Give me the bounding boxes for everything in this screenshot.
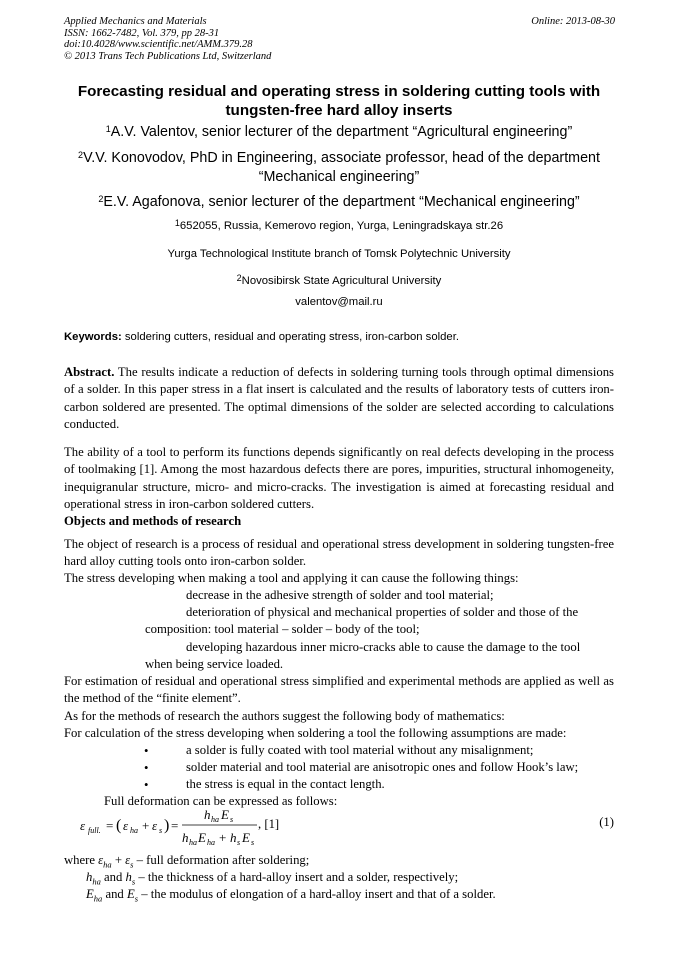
- svg-text:ha: ha: [130, 826, 138, 835]
- intro-paragraph: The ability of a tool to perform its functions depends significantly on real defects developing in the process of toolmaking [1]. Among the most hazardous defects there are pores, impurities, structural inhomogeneity, inequigranular structure, micro- and micro-cracks. The investigation is aimed at forecasting residual and operational stress in iron-carbon soldered cutters.: [64, 445, 614, 511]
- body-paragraph-2: The stress developing when making a tool and applying it can cause the following things:: [64, 571, 519, 585]
- svg-text:s: s: [159, 826, 163, 835]
- list-item-3a: developing hazardous inner micro-cracks able to cause the damage to the tool: [186, 640, 581, 654]
- list-item-2b: composition: tool material – solder – body of the tool;: [145, 622, 420, 636]
- svg-text:h: h: [204, 807, 211, 822]
- equation-1: [80, 803, 620, 849]
- where-2-text: – the thickness of a hard-alloy insert and a solder, respectively;: [138, 870, 459, 884]
- equation-1-formula: [80, 803, 620, 849]
- svg-text:h: h: [230, 830, 237, 845]
- keywords: [64, 331, 459, 343]
- author-2-sup: 2: [78, 150, 84, 160]
- body-paragraph-3: For estimation of residual and operational stress simplified and experimental methods are applied as well as the method of the “finite element”.: [64, 674, 614, 706]
- svg-text:=: =: [106, 818, 114, 833]
- body-paragraph-6: Full deformation can be expressed as follows:: [104, 794, 338, 808]
- svg-text:E: E: [242, 830, 250, 845]
- list-item-1: decrease in the adhesive strength of solder and tool material;: [186, 588, 494, 602]
- where-3-text: – the modulus of elongation of a hard-alloy insert and that of a solder.: [141, 887, 496, 901]
- svg-text:ha: ha: [211, 815, 219, 824]
- author-1: [62, 123, 616, 142]
- affiliation-2: [62, 274, 616, 288]
- bullet-dot: •: [144, 744, 149, 758]
- abstract: [64, 364, 614, 433]
- affiliation-2-sup: 2: [236, 273, 242, 283]
- journal-name: Applied Mechanics and Materials: [64, 16, 207, 27]
- paper-title: Forecasting residual and operating stress in soldering cutting tools with tungsten-free hard alloy inserts: [77, 83, 601, 119]
- contact-email: valentov@mail.ru: [295, 296, 383, 308]
- list-item-3b: when being service loaded.: [145, 657, 284, 671]
- body-paragraph-5: For calculation of the stress developing when soldering a tool the following assumptions are made:: [64, 726, 567, 740]
- svg-text:s: s: [237, 838, 241, 847]
- author-3-sup: 2: [98, 194, 104, 204]
- where-line-3: [86, 886, 496, 908]
- author-1-sup: 1: [105, 124, 111, 134]
- online-date: Online: 2013-08-30: [531, 16, 615, 27]
- author-2: [62, 149, 616, 187]
- section-heading: Objects and methods of research: [64, 514, 242, 528]
- affiliation-1-address: 652055, Russia, Kemerovo region, Yurga, Leningradskaya str.26: [179, 220, 504, 232]
- svg-text:s: s: [251, 838, 255, 847]
- bullet-3-text: the stress is equal in the contact length.: [186, 777, 385, 791]
- where-2-lead: $h_{ha}$ and $h_s$: [86, 870, 136, 887]
- bullet-dot: •: [144, 761, 149, 775]
- author-3-text: E.V. Agafonova, senior lecturer of the department “Mechanical engineering”: [103, 194, 580, 210]
- equation-1-reference: , [1]: [258, 817, 280, 831]
- keywords-text: soldering cutters, residual and operating stress, iron-carbon solder.: [124, 331, 459, 343]
- abstract-text: The results indicate a reduction of defects in soldering turning tools through optimal dimensions of a solder. In this paper stress in a flat insert is calculated and the results of laboratory tests of cutters iron-carbon soldered are presented. The optimal dimensions of the solder are selected according to calculations conducted.: [64, 365, 614, 431]
- affiliation-1-institution: Yurga Technological Institute branch of Tomsk Polytechnic University: [167, 248, 511, 260]
- svg-text:full.: full.: [88, 826, 101, 835]
- svg-text:ε: ε: [123, 818, 129, 833]
- equation-1-number: (1): [599, 815, 614, 829]
- keywords-label: Keywords:: [64, 331, 122, 343]
- author-3: [62, 193, 616, 212]
- svg-text:ha: ha: [207, 838, 215, 847]
- svg-text:+: +: [219, 830, 227, 845]
- svg-text:s: s: [230, 815, 234, 824]
- svg-text:): ): [164, 817, 170, 834]
- issn-line: ISSN: 1662-7482, Vol. 379, pp 28-31: [64, 27, 220, 39]
- author-1-text: A.V. Valentov, senior lecturer of the department “Agricultural engineering”: [110, 124, 573, 140]
- bullet-1-text: a solder is fully coated with tool material without any misalignment;: [186, 743, 534, 757]
- svg-text:ε: ε: [80, 818, 86, 833]
- author-2-text: V.V. Konovodov, PhD in Engineering, associate professor, head of the department “Mechanical engineering”: [83, 150, 600, 185]
- where-3-lead: $E_{ha}$ and $E_s$: [86, 887, 139, 904]
- copyright-line: © 2013 Trans Tech Publications Ltd, Switzerland: [64, 50, 272, 62]
- body-paragraph-4: As for the methods of research the authors suggest the following body of mathematics:: [64, 709, 505, 723]
- svg-text:ε: ε: [152, 818, 158, 833]
- list-item-2a: deterioration of physical and mechanical properties of solder and those of the: [186, 605, 579, 619]
- svg-text:ha: ha: [189, 838, 197, 847]
- svg-text:E: E: [198, 830, 206, 845]
- affiliation-1: [62, 219, 616, 233]
- affiliation-2-text: Novosibirsk State Agricultural University: [241, 275, 442, 287]
- bullet-2-text: solder material and tool material are anisotropic ones and follow Hook’s law;: [186, 760, 579, 774]
- svg-text:(: (: [116, 817, 122, 834]
- svg-text:=: =: [171, 818, 179, 833]
- svg-text:E: E: [221, 807, 229, 822]
- where-1-text: – full deformation after soldering;: [136, 853, 310, 867]
- svg-text:h: h: [182, 830, 189, 845]
- svg-text:+: +: [142, 818, 150, 833]
- doi-line: doi:10.4028/www.scientific.net/AMM.379.28: [64, 39, 253, 51]
- bullet-dot: •: [144, 778, 149, 792]
- journal-header: [64, 16, 271, 62]
- affiliation-1-sup: 1: [174, 218, 180, 228]
- body-paragraph-1: The object of research is a process of residual and operational stress development in soldering tungsten-free hard alloy cutting tools onto iron-carbon solder.: [64, 537, 614, 569]
- where-1-lead: where $\varepsilon_{ha} + \varepsilon_s$: [64, 853, 134, 870]
- abstract-label: Abstract.: [64, 365, 115, 379]
